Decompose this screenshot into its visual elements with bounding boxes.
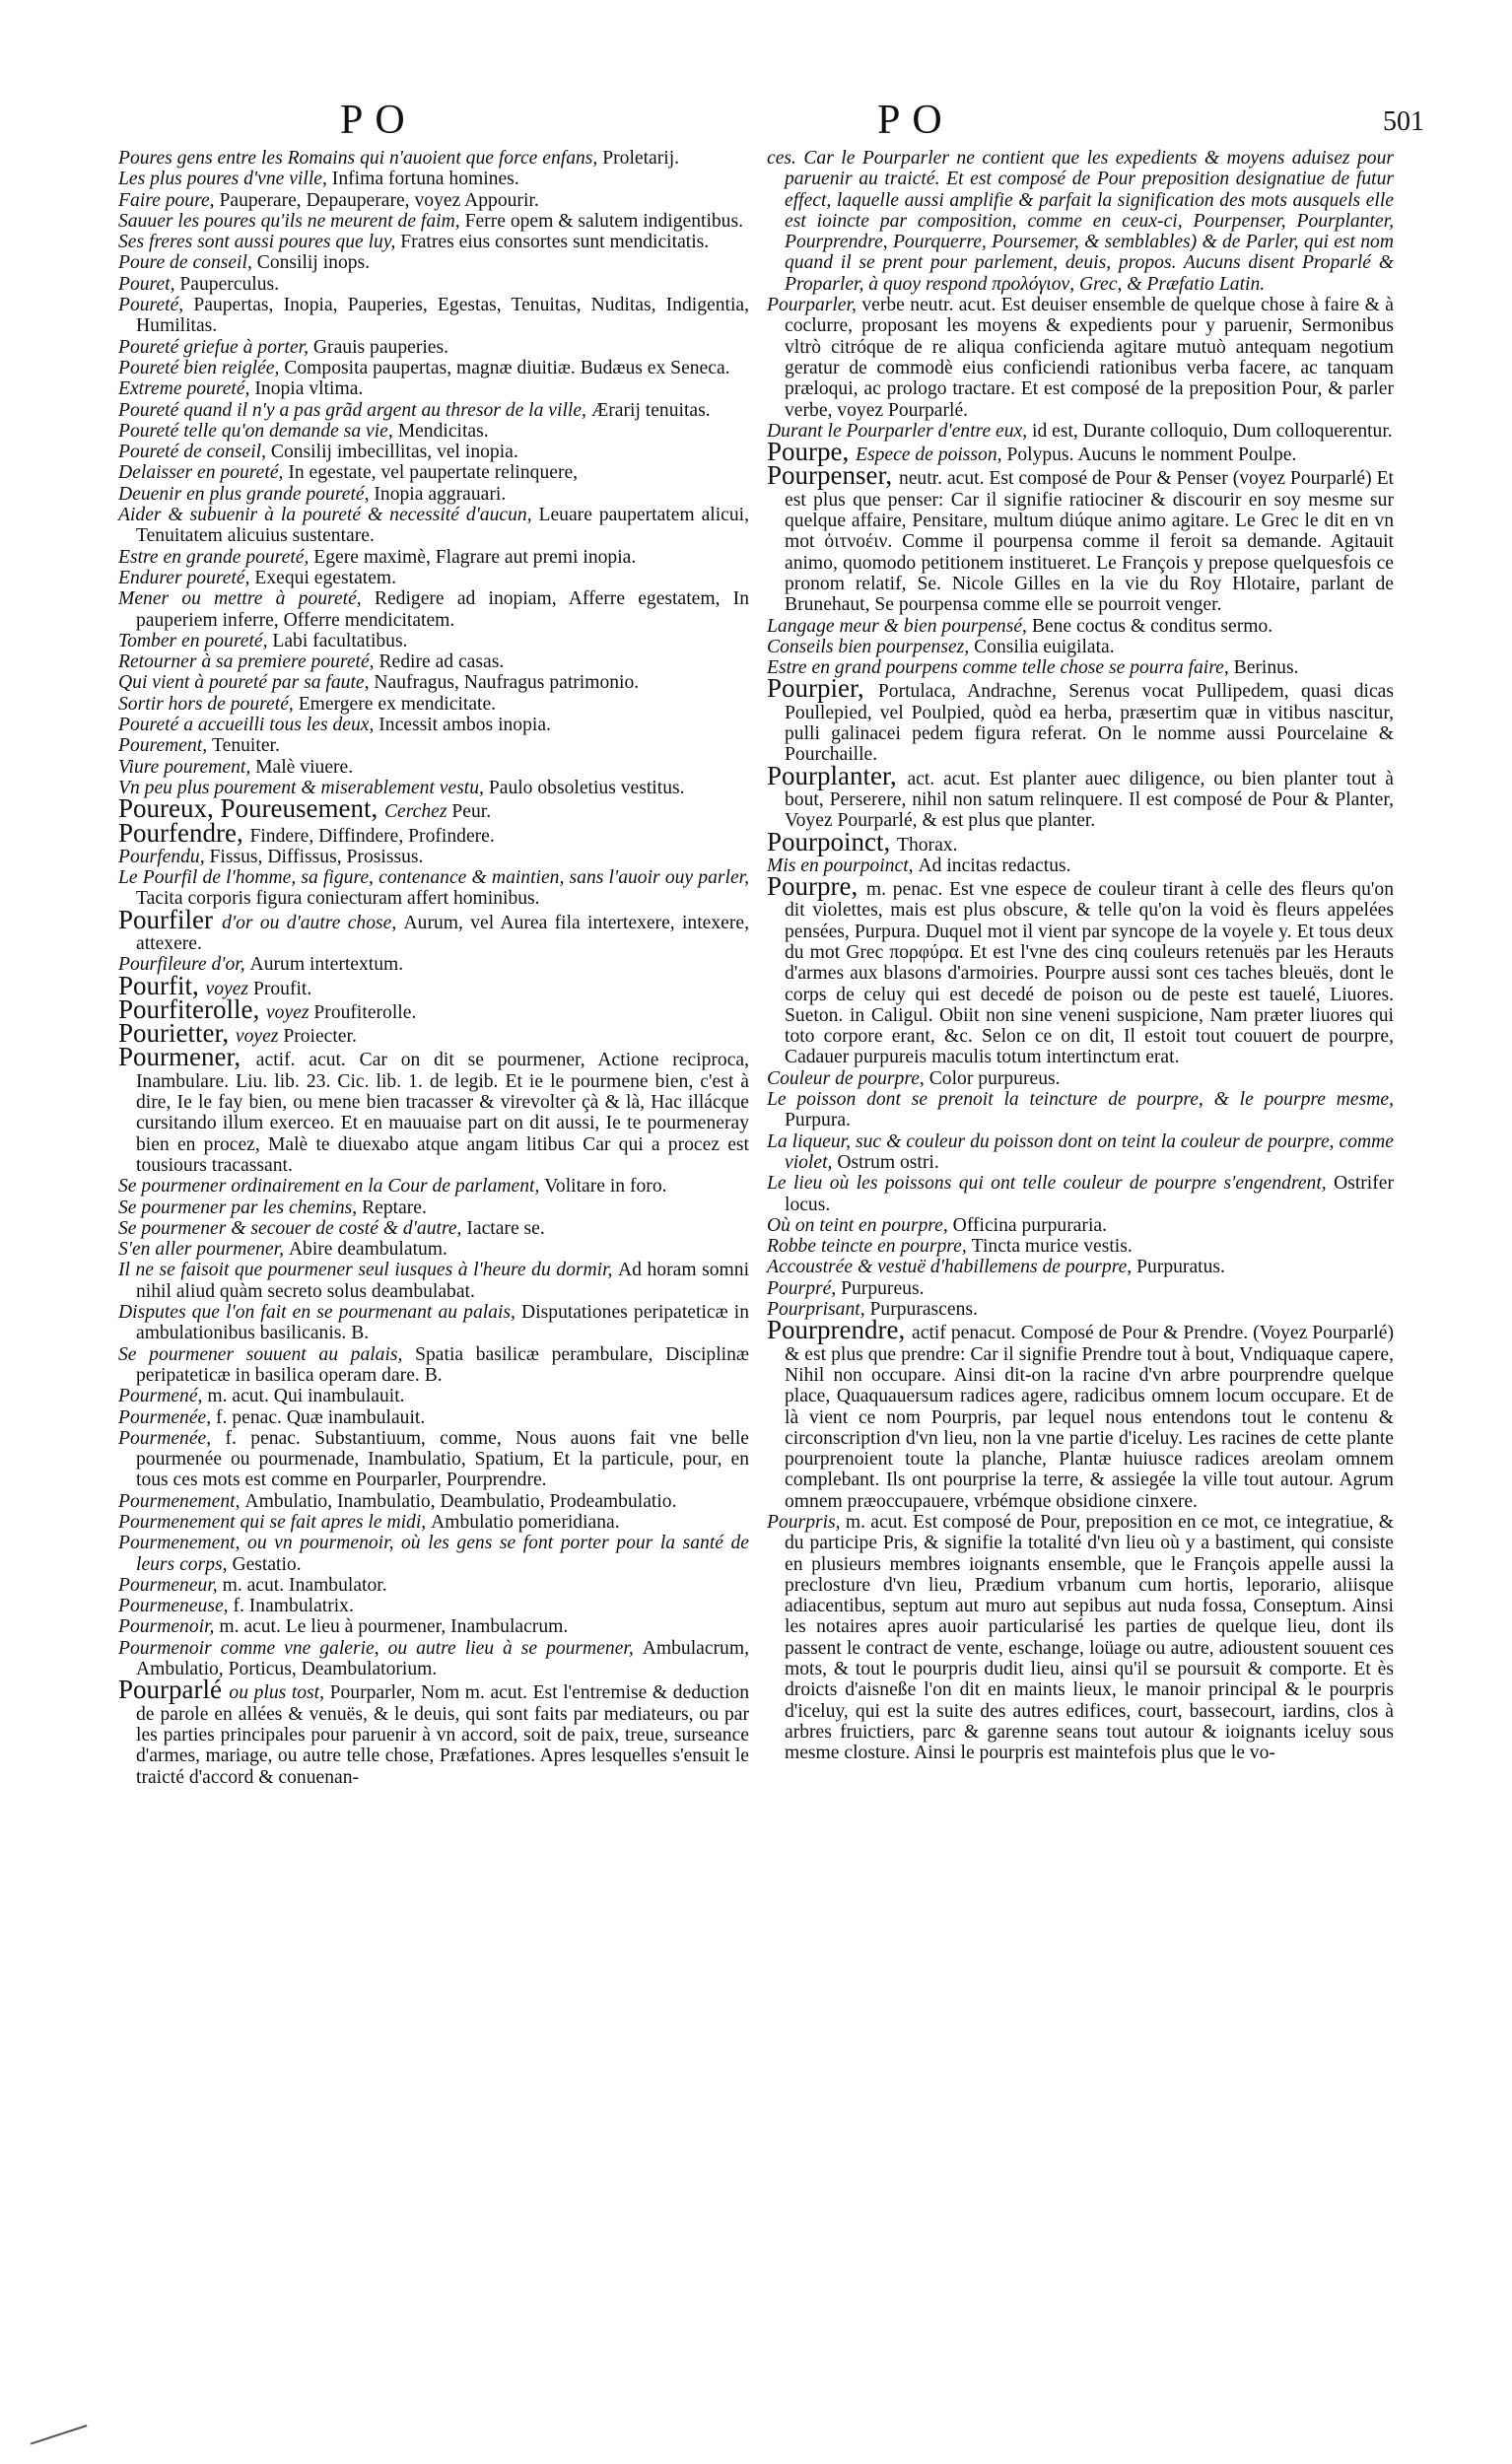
french-text: Pourfileure d'or,	[118, 954, 250, 976]
headword: Pourplanter,	[767, 760, 908, 790]
french-text: Pourmeneur,	[118, 1574, 223, 1596]
latin-text: Ambulacrum, Ambulatio, Porticus, Deambulatorium.	[136, 1637, 749, 1680]
dictionary-entry	[767, 460, 1394, 616]
french-text: Retourner à sa premiere poureté,	[118, 651, 379, 673]
latin-text: Ostrifer locus.	[785, 1173, 1394, 1215]
french-text: ou plus tost,	[229, 1682, 330, 1704]
latin-text: Leuare paupertatem alicui, Tenuitatem alicuius sustentare.	[136, 505, 749, 547]
latin-text: Composita paupertas, magnæ diuitiæ. Budæus ex Seneca.	[284, 357, 730, 378]
headword: Pourprendre,	[767, 1315, 913, 1345]
latin-text: Consilia euigilata.	[974, 636, 1115, 657]
latin-text: m. penac. Est vne espece de couleur tirant à celle des fleurs qu'on dit violettes, mais est plus obscure, & telle qu'on la void ès fleurs appelées pensées, Purpura. Duquel mot il vient par syncope de la voyele y. Et tous deux du mot Grec πορφύρα. Et est l'vne des cinq couleurs retenuës par les Herauts d'armes aux blasons d'armoiries. Pourpre aussi sont ces taches bleuës, dont le corps de celuy qui est decedé de poison ou de peste est tauelé, Liuores. Sueton. in Caligul. Obiit non sine veneni suspicione, Nam præter liuores qui toto corpore erant, &c. Selon ce on dit, Il estoit tout couuert de pourpre, Cadauer purpureis maculis totum intertinctum erat.	[785, 879, 1395, 1068]
french-text: Le lieu où les poissons qui ont telle couleur de pourpre s'engendrent,	[767, 1173, 1335, 1195]
dictionary-entry	[118, 1491, 749, 1512]
dictionary-entry	[118, 1407, 749, 1428]
latin-text: In egestate, vel paupertate relinquere,	[288, 462, 579, 484]
dictionary-entry	[118, 442, 749, 462]
french-text: Estre en grand pourpens comme telle chose se pourra faire,	[767, 657, 1234, 679]
latin-text: Aurum intertextum.	[249, 954, 404, 976]
french-text: voyez	[265, 1001, 314, 1023]
latin-text: Purpuratus.	[1136, 1257, 1225, 1278]
dictionary-entry	[767, 760, 1394, 832]
latin-text: Emergere ex mendicitate.	[298, 693, 497, 715]
latin-text: Berinus.	[1233, 657, 1299, 679]
dictionary-entry	[767, 1131, 1394, 1174]
latin-text: id est, Durante colloquio, Dum colloquerentur.	[1032, 420, 1393, 442]
latin-text: Tincta murice vestis.	[971, 1236, 1133, 1258]
french-text: ces. Car le Pourparler ne contient que les expedients & moyens aduisez pour paruenir au traicté. Et est composé de Pour preposition designatiue de futur effect, laquelle aussi amplifie & parfait la signification des mots ausquels elle est ioincte par composition, comme en ceux-ci, Pourpenser, Pourplanter, Pourprendre, Pourquerre, Poursemer, & semblables) & de Parler, qui est nom quand il se prent pour parlement, deuis, propos. Aucuns disent Proparlé & Proparler, à quoy respond προλόγιον, Grec, & Præfatio Latin.	[767, 148, 1394, 295]
latin-text: Aurum, vel Aurea fila intertexere, intexere, attexere.	[136, 912, 749, 954]
french-text: Se pourmener & secouer de costé & d'autre,	[118, 1217, 467, 1239]
french-text: Poureté de conseil,	[118, 442, 271, 463]
dictionary-entry	[118, 484, 749, 505]
dictionary-entry	[118, 1260, 749, 1302]
dictionary-entry	[118, 547, 749, 568]
french-text: Pourparler,	[767, 295, 862, 316]
latin-text: Proiecter.	[283, 1026, 357, 1048]
dictionary-entry	[118, 1198, 749, 1218]
latin-text: Ferre opem & salutem indigentibus.	[464, 210, 744, 232]
headword: Pourpenser,	[767, 460, 899, 491]
dictionary-entry	[118, 847, 749, 867]
latin-text: Naufragus, Naufragus patrimonio.	[374, 672, 640, 694]
french-text: S'en aller pourmener,	[118, 1239, 289, 1261]
latin-text: Proletarij.	[602, 148, 680, 169]
headword: Pourmener,	[118, 1042, 256, 1072]
french-text: Le Pourfil de l'homme, sa figure, contenance & maintien, sans l'auoir ouy parler,	[118, 867, 749, 889]
latin-text: act. acut. Est planter auec diligence, ou bien planter tout à bout, Perserere, nihil non satum relinquere. Il est composé de Pour & Planter, Voyez Pourparlé, & est plus que planter.	[785, 768, 1394, 832]
french-text: Durant le Pourparler d'entre eux,	[767, 420, 1033, 442]
french-text: Deuenir en plus grande poureté,	[118, 483, 375, 505]
latin-text: Malè viuere.	[255, 756, 354, 778]
dictionary-entry	[118, 1344, 749, 1387]
latin-text: Ad horam somni nihil aliud quàm secreto solus deambulabat.	[136, 1260, 750, 1302]
dictionary-entry	[118, 1239, 749, 1260]
french-text: d'or ou d'autre chose,	[222, 912, 404, 933]
running-head-left: PO	[340, 98, 417, 143]
dictionary-entry	[118, 757, 749, 778]
latin-text: Infima fortuna homines.	[331, 169, 519, 190]
latin-text: Bene coctus & conditus sermo.	[1031, 615, 1273, 637]
dictionary-entry	[118, 337, 749, 358]
dictionary-entry	[118, 651, 749, 672]
latin-text: Disputationes peripateticæ in ambulationibus basilicanis. B.	[136, 1302, 749, 1344]
headword: Poureux, Poureusement,	[118, 793, 384, 824]
latin-text: Purpurascens.	[869, 1299, 978, 1321]
headword: Pourfiler	[118, 904, 223, 934]
dictionary-entry	[118, 1616, 749, 1637]
dictionary-entry	[118, 1428, 749, 1491]
headword: Pourfiterolle,	[118, 993, 266, 1024]
latin-text: Volitare in foro.	[544, 1176, 667, 1198]
latin-text: Spatia basilicæ perambulare, Disciplinæ peripateticæ in basilica operam dare. B.	[136, 1343, 749, 1386]
dictionary-entry	[118, 1638, 749, 1680]
dictionary-entry	[767, 1068, 1394, 1089]
dictionary-entry	[118, 148, 749, 169]
dictionary-entry	[118, 1675, 749, 1788]
dictionary-entry	[118, 1596, 749, 1616]
french-text: Il ne se faisoit que pourmener seul iusques à l'heure du dormir,	[118, 1260, 619, 1281]
dictionary-entry	[118, 295, 749, 337]
latin-text: Ad incitas redactus.	[918, 855, 1071, 876]
ink-mark	[22, 2397, 88, 2445]
french-text: Delaisser en poureté,	[118, 462, 289, 484]
dictionary-entry	[118, 694, 749, 715]
dictionary-entry	[118, 400, 749, 421]
french-text: Poureté telle qu'on demande sa vie,	[118, 420, 398, 442]
french-text: Pourmenoir comme vne galerie, ou autre lieu à se pourmener,	[118, 1637, 643, 1659]
french-text: Tomber en poureté,	[118, 630, 273, 651]
running-head-center: PO	[877, 98, 954, 143]
french-text: Pourprisant,	[767, 1299, 870, 1321]
latin-text: Fratres eius consortes sunt mendicitatis.	[400, 232, 710, 253]
french-text: Ses freres sont aussi poures que luy,	[118, 232, 401, 253]
latin-text: Labi facultatibus.	[272, 630, 408, 651]
french-text: Se pourmener ordinairement en la Cour de parlament,	[118, 1176, 545, 1198]
dictionary-entry	[118, 421, 749, 442]
headword: Pourpier,	[767, 673, 878, 704]
dictionary-entry	[767, 826, 1394, 856]
french-text: Poureté a accueilli tous les deux,	[118, 715, 379, 736]
french-text: Poureté bien reiglée,	[118, 357, 285, 378]
french-text: Poureté quand il n'y a pas grãd argent au thresor de la ville,	[118, 399, 591, 421]
dictionary-entry	[767, 871, 1395, 1068]
french-text: Pourmeneuse,	[118, 1596, 234, 1617]
latin-text: Ostrum ostri.	[837, 1151, 939, 1173]
latin-text: Findere, Diffindere, Profindere.	[249, 825, 495, 847]
dictionary-entry	[767, 1315, 1394, 1512]
french-text: Pourmenement, ou vn pourmenoir, où les gens se font porter pour la santé de leurs corps,	[118, 1533, 749, 1575]
latin-text: Polypus. Aucuns le nomment Poulpe.	[1006, 445, 1297, 466]
dictionary-entry	[118, 1218, 749, 1239]
latin-text: Pauperare, Depauperare, voyez Appourir.	[219, 189, 539, 211]
dictionary-entry	[767, 148, 1394, 295]
dictionary-entry	[767, 673, 1394, 766]
latin-text: Ærarij tenuitas.	[590, 399, 711, 421]
french-text: Pourmenement,	[118, 1490, 245, 1512]
latin-text: Purpureus.	[841, 1277, 925, 1299]
french-text: Pourmenoir,	[118, 1616, 220, 1638]
latin-text: Exequi egestatem.	[254, 567, 397, 588]
latin-text: f. penac. Substantiuum, comme, Nous auons fait vne belle pourmenée ou pourmenade, Inambulatio, Spatium, Et la particule, pour, en tous ces mots est comme en Pourparler, Pourprendre.	[136, 1427, 749, 1491]
dictionary-entry	[767, 1512, 1394, 1764]
dictionary-entry	[767, 637, 1394, 657]
dictionary-entry	[767, 421, 1394, 442]
dictionary-entry	[767, 1278, 1394, 1299]
french-text: Le poisson dont se prenoit la teincture de pourpre, & le pourpre mesme,	[767, 1089, 1394, 1111]
dictionary-entry	[118, 1042, 750, 1176]
french-text: Les plus poures d'vne ville,	[118, 169, 332, 190]
dictionary-entry	[118, 190, 749, 211]
french-text: Sauuer les poures qu'ils ne meurent de faim,	[118, 210, 465, 232]
dictionary-entry	[118, 358, 749, 378]
french-text: voyez	[235, 1026, 284, 1048]
latin-text: m. acut. Inambulator.	[222, 1574, 387, 1596]
dictionary-entry	[118, 462, 749, 483]
french-text: Robbe teincte en pourpre,	[767, 1236, 972, 1258]
latin-text: Tacita corporis figura coniecturam affert hominibus.	[136, 888, 540, 910]
french-text: Se pourmener souuent au palais,	[118, 1343, 416, 1365]
latin-text: Pourparler, Nom m. acut. Est l'entremise & deduction de parole en allées & venuës, & le deuis, qui sont faits par mediateurs, ou par les parties principales pour paruenir à vn accord, soit de paix, treue, surseance d'armes, mariage, ou autre telle chose, Præfationes. Apres lesquelles s'ensuit le traicté d'accord & conuenan-	[136, 1682, 749, 1788]
latin-text: actif penacut. Composé de Pour & Prendre. (Voyez Pourparlé) & est plus que prendre: Car il signifie Prendre tout à bout, Vndiquaque capere, Nihil non occupare. Ainsi dit-on la racine d'vn arbre pourprendre quelque place, Quaquauersum radices agere, radicibus omnem locum occupare. Et de là vient ce nom Pourpris, par lequel nous entendons tout le contenu & circonscription d'vn lieu, non la vne partie d'iceluy. Les racines de cette plante pourprenoient toute la planche, Plantæ huiusce radices areolam omnem complebant. Ils ont pourprise la terre, & assiegée la ville tout autour. Agrum omnem præoccupauere, vrbémque obsidione cinxere.	[785, 1323, 1394, 1512]
latin-text: Consilij imbecillitas, vel inopia.	[270, 442, 518, 463]
french-text: Conseils bien pourpensez,	[767, 636, 975, 657]
french-text: Pouret,	[118, 273, 180, 295]
french-text: Poure de conseil,	[118, 252, 257, 274]
dictionary-entry	[767, 616, 1394, 637]
latin-text: actif. acut. Car on dit se pourmener, Actione reciproca, Inambulare. Liu. lib. 23. Cic. lib. 1. de legib. Et ie le pourmene bien, c'est à dire, Ie le fay bien, ou mene bien tracasser & virevolter çà & là, Hac illácque cursitando illum exerceo. Et en mauuaise part on dit aussi, Ie te pourmeneray bien en procez, Malè te diuexabo atque angam litibus Car qui a procez est tousiours tracassant.	[136, 1050, 750, 1176]
latin-text: Ambulatio, Inambulatio, Deambulatio, Prodeambulatio.	[244, 1490, 677, 1512]
latin-text: Peur.	[451, 801, 492, 823]
french-text: Pourpré,	[767, 1277, 842, 1299]
dictionary-entry	[118, 378, 749, 399]
french-text: Mener ou mettre à poureté,	[118, 588, 375, 610]
dictionary-entry	[118, 588, 749, 631]
dictionary-entry	[118, 1533, 749, 1575]
dictionary-entry	[118, 1575, 749, 1596]
french-text: Extreme poureté,	[118, 378, 255, 400]
latin-text: Paulo obsoletius vestitus.	[488, 777, 685, 798]
french-text: Poureté griefue à porter,	[118, 336, 313, 358]
dictionary-entry	[767, 1089, 1394, 1131]
french-text: voyez	[205, 978, 253, 999]
latin-text: Redire ad casas.	[378, 651, 505, 673]
dictionary-entry	[767, 1173, 1394, 1215]
headword: Pourpoinct,	[767, 826, 897, 856]
latin-text: m. acut. Le lieu à pourmener, Inambulacrum.	[219, 1616, 569, 1638]
page-number: 501	[1383, 106, 1424, 137]
french-text: Poures gens entre les Romains qui n'auoient que force enfans,	[118, 148, 603, 169]
dictionary-entry	[118, 252, 749, 273]
latin-text: m. acut. Est composé de Pour, preposition en ce mot, ce integratiue, & du participe Pris, & signifie la totalité d'vn lieu où y a bastiment, qui consiste en plusieurs membres ioignants ensemble, que le François appelle aussi la preclosture d'vn lieu, Prædium vrbanum cum hortis, leporario, aliisque adiacentibus, septum aut muro aut sepibus aut nuda fossa, Conseptum. Ainsi les notaires apres auoir particularisé les parties de quelque lieu, dont ils passent le contract de vente, eschange, loüage ou autre, adioustent souuent ces mots, & tout le pourpris dudit lieu, ainsi qu'il se poursuit & comporte. Et ès droicts d'aisneße l'on dit en maints lieux, le manoir principal & le pourpris d'iceluy, qui est la suite des autres edifices, court, bassecourt, iardins, clos à arbres fruictiers, parc & garenne seans tout autour & ioignants iceluy sous mesme closture. Ainsi le pourpris est maintefois plus que le vo-	[785, 1512, 1394, 1764]
latin-text: Reptare.	[362, 1197, 427, 1218]
french-text: Aider & subuenir à la poureté & necessité d'aucun,	[118, 505, 539, 526]
right-column	[767, 148, 1394, 1764]
french-text: Pourement,	[118, 735, 213, 757]
french-text: Langage meur & bien pourpensé,	[767, 615, 1032, 637]
french-text: Se pourmener par les chemins,	[118, 1197, 363, 1218]
latin-text: Fissus, Diffissus, Prosissus.	[209, 846, 424, 867]
latin-text: Redigere ad inopiam, Afferre egestatem, In pauperiem inferre, Offerre mendicitatem.	[136, 588, 749, 631]
french-text: Disputes que l'on fait en se pourmenant au palais,	[118, 1302, 522, 1324]
french-text: Poureté,	[118, 295, 194, 316]
french-text: Accoustrée & vestuë d'habillemens de pourpre,	[767, 1257, 1137, 1278]
latin-text: Portulaca, Andrachne, Serenus vocat Pullipedem, quasi dicas Poullepied, vel Poulpied, quòd ea herba, præsertim quæ in vitibus nascitur, pulli galinacei pedem figura referat. On le nomme aussi Pourcelaine & Pourchaille.	[785, 681, 1394, 766]
dictionary-entry	[118, 735, 749, 756]
latin-text: verbe neutr. acut. Est deuiser ensemble de quelque chose à faire & à coclurre, proposant les moyens & expedients pour y paruenir, Sermonibus vltrò citróque de re aliqua conficienda agitare mutuò antequam negotium geratur de commodè eius conficiendi rationibus verba facere, ac tanquam præloqui, ac prologo tractare. Et est composé de la preposition Pour, & parler verbe, voyez Pourparlé.	[785, 295, 1394, 421]
latin-text: Gestatio.	[232, 1553, 302, 1575]
latin-text: Egere maximè, Flagrare aut premi inopia.	[313, 546, 637, 568]
french-text: Pourmenée,	[118, 1406, 217, 1428]
french-text: Mis en pourpoinct,	[767, 855, 919, 876]
latin-text: Abire deambulatum.	[288, 1239, 447, 1261]
french-text: Vn peu plus pourement & miserablement vestu,	[118, 777, 489, 798]
dictionary-entry	[118, 715, 749, 735]
dictionary-entry	[118, 1176, 749, 1197]
french-text: Estre en grande poureté,	[118, 546, 314, 568]
latin-text: Grauis pauperies.	[312, 336, 449, 358]
dictionary-entry	[767, 1257, 1394, 1277]
latin-text: m. acut. Qui inambulauit.	[207, 1386, 405, 1407]
dictionary-entry	[767, 295, 1394, 421]
french-text: Pourfendu,	[118, 846, 210, 867]
headword: Pourfit,	[118, 970, 206, 1000]
latin-text: Pauperculus.	[179, 273, 280, 295]
dictionary-entry	[118, 274, 749, 295]
latin-text: Thorax.	[897, 834, 958, 856]
headword: Pourietter,	[118, 1018, 236, 1049]
latin-text: f. Inambulatrix.	[233, 1596, 354, 1617]
latin-text: f. penac. Quæ inambulauit.	[216, 1406, 426, 1428]
latin-text: Color purpureus.	[928, 1067, 1061, 1089]
french-text: Pourmenement qui se fait apres le midi,	[118, 1512, 432, 1533]
dictionary-entry	[118, 631, 749, 651]
latin-text: Purpura.	[785, 1110, 851, 1131]
latin-text: Iactare se.	[466, 1217, 545, 1239]
headword: Pourfendre,	[118, 817, 250, 848]
dictionary-entry	[118, 867, 749, 910]
dictionary-entry	[767, 1236, 1394, 1257]
latin-text: Ambulatio pomeridiana.	[431, 1512, 620, 1533]
latin-text: Paupertas, Inopia, Pauperies, Egestas, Tenuitas, Nuditas, Indigentia, Humilitas.	[136, 295, 749, 337]
dictionary-entry	[118, 232, 749, 252]
dictionary-entry	[118, 1386, 749, 1406]
french-text: Endurer poureté,	[118, 567, 255, 588]
french-text: Espece de poisson,	[856, 445, 1007, 466]
latin-text: Officina purpuraria.	[952, 1214, 1107, 1236]
french-text: Pourpris,	[767, 1512, 846, 1533]
page-header	[0, 97, 1512, 146]
dictionary-entry	[118, 817, 749, 848]
french-text: Couleur de pourpre,	[767, 1067, 929, 1089]
latin-text: neutr. acut. Est composé de Pour & Penser (voyez Pourparlé) Et est plus que penser: Car il signifie ratiociner & discourir en soy mesme sur quelque affaire, Pensitare, multum diúque animo agitare. Le Grec le dit en vn mot ὀιτνοέιν. Comme il pourpensa comme il feroit sa demande. Agitauit animo, quomodo petitionem institueret. Le François y prepose quelquesfois ce pronom relatif, Se. Nicole Gilles en la vie du Roy Hlotaire, parlant de Brunehaut, Se pourpensa comme elle se pourroit venger.	[785, 468, 1394, 616]
latin-text: Mendicitas.	[397, 420, 489, 442]
french-text: Où on teint en pourpre,	[767, 1214, 953, 1236]
headword: Pourpe,	[767, 437, 856, 467]
french-text: Viure pourement,	[118, 756, 256, 778]
french-text: Faire poure,	[118, 189, 220, 211]
dictionary-entry	[118, 568, 749, 588]
headword: Pourpre,	[767, 871, 866, 902]
latin-text: Inopia aggrauari.	[374, 483, 507, 505]
french-text: Qui vient à poureté par sa faute,	[118, 672, 375, 694]
dictionary-entry	[118, 211, 749, 232]
french-text: Sortir hors de poureté,	[118, 693, 299, 715]
dictionary-entry	[118, 169, 749, 189]
latin-text: Proufit.	[252, 978, 312, 999]
latin-text: Inopia vltima.	[254, 378, 364, 400]
dictionary-entry	[118, 1302, 749, 1344]
latin-text: Proufiterolle.	[313, 1001, 417, 1023]
french-text: La liqueur, suc & couleur du poisson dont on teint la couleur de pourpre, comme violet,	[767, 1130, 1394, 1173]
french-text: Pourmené,	[118, 1386, 208, 1407]
dictionary-entry	[118, 1512, 749, 1533]
left-column	[118, 148, 749, 1788]
dictionary-entry	[118, 904, 749, 955]
latin-text: Tenuiter.	[212, 735, 280, 757]
headword: Pourparlé	[118, 1675, 230, 1705]
latin-text: Incessit ambos inopia.	[378, 715, 551, 736]
dictionary-entry	[767, 1215, 1394, 1236]
dictionary-entry	[118, 505, 749, 547]
french-text: Cerchez	[383, 801, 452, 823]
dictionary-entry	[118, 954, 749, 975]
dictionary-entry	[118, 672, 749, 693]
latin-text: Consilij inops.	[256, 252, 371, 274]
french-text: Pourmenée,	[118, 1427, 226, 1449]
